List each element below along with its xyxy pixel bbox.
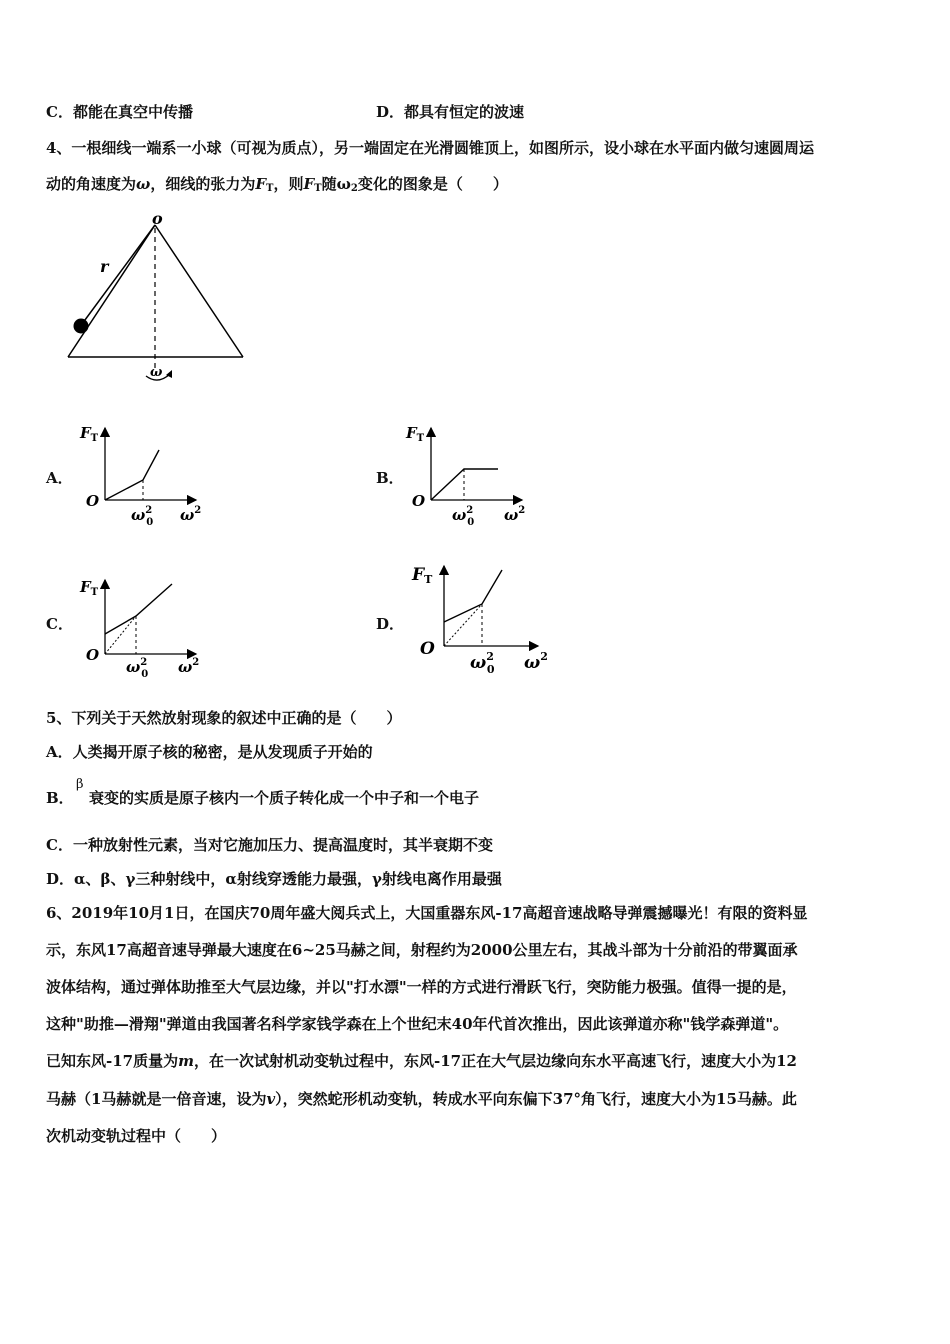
- y-label-f: F: [80, 424, 91, 442]
- q5-option-b-label: B．: [46, 789, 74, 807]
- q5-option-c: C．一种放射性元素，当对它施加压力、提高温度时，其半衰期不变: [46, 836, 493, 854]
- curve: [444, 570, 502, 622]
- velocity-symbol: v: [266, 1090, 276, 1108]
- origin-label: O: [86, 492, 100, 510]
- q4-text: 动的角速度为: [46, 175, 137, 193]
- q6-line4: 这种"助推—滑翔"弹道由我国著名科学家钱学森在上个世纪末40年代首次推出，因此该弹道亦称"钱学森弹道"。: [46, 1015, 789, 1033]
- y-axis-label: [79, 578, 99, 598]
- x-tick-sub: 0: [467, 517, 475, 528]
- y-label-f: F: [80, 578, 91, 596]
- q4-option-a-label: A．: [46, 469, 73, 487]
- dotted-extension: [444, 604, 482, 646]
- x-label-sup: 2: [518, 505, 526, 516]
- q4-text: 变化的图象是（ ）: [357, 175, 508, 193]
- y-label-sub: T: [90, 587, 99, 598]
- mass-symbol: m: [178, 1052, 194, 1070]
- q6-text: 马赫（1马赫就是一倍音速，设为: [46, 1090, 267, 1108]
- x-label-omega: ω: [524, 653, 541, 673]
- x-tick-label: [131, 505, 153, 528]
- q5-beta-symbol: β: [76, 777, 84, 792]
- y-label-f: F: [412, 565, 425, 585]
- q4-option-b-label: B．: [376, 469, 404, 487]
- x-axis-label: [504, 505, 525, 524]
- q4-stem-line2: [46, 174, 508, 199]
- omega-symbol: ω: [336, 175, 351, 193]
- graph-c: [76, 572, 216, 684]
- x-tick-sub: 0: [486, 663, 495, 676]
- cone-label-r: r: [100, 257, 109, 276]
- q5-option-d: D．α、β、γ三种射线中，α射线穿透能力最强，γ射线电离作用最强: [46, 870, 502, 888]
- cone-label-omega: ω: [150, 365, 163, 380]
- x-tick-label: [126, 657, 148, 680]
- q4-text: 随: [321, 175, 337, 193]
- q6-line3: 波体结构，通过弹体助推至大气层边缘，并以"打水漂"一样的方式进行滑跃飞行，突防能力极强。值得一提的是，: [46, 978, 797, 996]
- cone-right-edge: [155, 225, 243, 357]
- x-tick-sup: 2: [466, 505, 474, 516]
- q6-line6: [46, 1089, 797, 1109]
- origin-label: O: [420, 639, 435, 659]
- graph-a: [76, 420, 216, 532]
- x-label-sup: 2: [540, 650, 548, 663]
- force-symbol: F: [255, 175, 266, 193]
- cone-figure: [60, 210, 260, 390]
- x-tick-sup: 2: [486, 650, 494, 663]
- omega-symbol: ω: [136, 175, 151, 193]
- graph-b: [402, 420, 542, 532]
- x-tick-omega: ω: [452, 506, 467, 524]
- x-tick-label: [452, 505, 474, 528]
- x-axis-label: [180, 505, 201, 524]
- q5-option-b-text: 衰变的实质是原子核内一个质子转化成一个中子和一个电子: [89, 789, 480, 807]
- curve: [105, 584, 172, 634]
- cone-label-o: o: [152, 210, 163, 228]
- q4-option-c-label: C．: [46, 615, 73, 633]
- x-tick-sup: 2: [140, 657, 148, 668]
- x-tick-omega: ω: [131, 506, 146, 524]
- ball: [74, 319, 89, 334]
- graph-d: [406, 558, 556, 680]
- q3-option-d: D．都具有恒定的波速: [376, 103, 525, 121]
- x-tick-omega: ω: [126, 658, 141, 676]
- x-label-omega: ω: [504, 506, 519, 524]
- x-tick-sub: 0: [146, 517, 154, 528]
- q4-stem-line1: 4、一根细线一端系一小球（可视为质点），另一端固定在光滑圆锥顶上，如图所示，设小球在水平面内做匀速圆周运: [46, 139, 814, 157]
- x-tick-sup: 2: [145, 505, 153, 516]
- origin-label: O: [86, 646, 100, 664]
- x-tick-sub: 0: [141, 669, 149, 680]
- x-axis-label: [178, 657, 199, 676]
- x-label-sup: 2: [192, 657, 200, 668]
- q6-line1: 6、2019年10月1日，在国庆70周年盛大阅兵式上，大国重器东风-17高超音速战略导弹震撼曝光！有限的资料显: [46, 904, 808, 922]
- curve: [105, 450, 159, 500]
- x-label-omega: ω: [180, 506, 195, 524]
- q4-text: ，则: [273, 175, 304, 193]
- q6-text: ），突然蛇形机动变轨，转成水平向东偏下37°角飞行，速度大小为15马赫。此: [275, 1090, 797, 1108]
- y-label-sub: T: [416, 433, 425, 444]
- q6-line2: 示，东风17高超音速导弹最大速度在6~25马赫之间，射程约为2000公里左右，其战斗部为十分前沿的带翼面承: [46, 941, 798, 959]
- string-line: [82, 225, 155, 324]
- x-label-sup: 2: [194, 505, 202, 516]
- y-label-sub: T: [90, 433, 99, 444]
- q6-text: 已知东风-17质量为: [46, 1052, 179, 1070]
- force-symbol: F: [303, 175, 315, 193]
- x-tick-omega: ω: [470, 653, 487, 673]
- x-axis-label: [524, 650, 548, 673]
- y-axis-label: [79, 424, 99, 444]
- q3-option-c: C．都能在真空中传播: [46, 103, 193, 121]
- origin-label: O: [412, 492, 426, 510]
- q6-line7: 次机动变轨过程中（ ）: [46, 1127, 227, 1145]
- force-subscript: T: [314, 183, 322, 194]
- y-axis-label: [411, 565, 433, 586]
- q6-text: ，在一次试射机动变轨过程中，东风-17正在大气层边缘向东水平高速飞行，速度大小为12: [193, 1052, 797, 1070]
- y-label-f: F: [406, 424, 417, 442]
- q4-text: ，细线的张力为: [150, 175, 256, 193]
- cone-left-edge: [68, 225, 155, 357]
- q5-stem: 5、下列关于天然放射现象的叙述中正确的是（ ）: [46, 709, 402, 727]
- x-tick-label: [470, 650, 495, 676]
- y-label-sub: T: [424, 573, 433, 586]
- q6-line5: [46, 1051, 797, 1071]
- q5-option-a: A．人类揭开原子核的秘密，是从发现质子开始的: [46, 743, 373, 761]
- force-subscript: T: [265, 183, 274, 194]
- omega-subscript: 2: [350, 183, 358, 194]
- x-label-omega: ω: [178, 658, 193, 676]
- dotted-extension: [105, 616, 136, 654]
- q4-option-d-label: D．: [376, 615, 405, 633]
- y-axis-label: [405, 424, 425, 444]
